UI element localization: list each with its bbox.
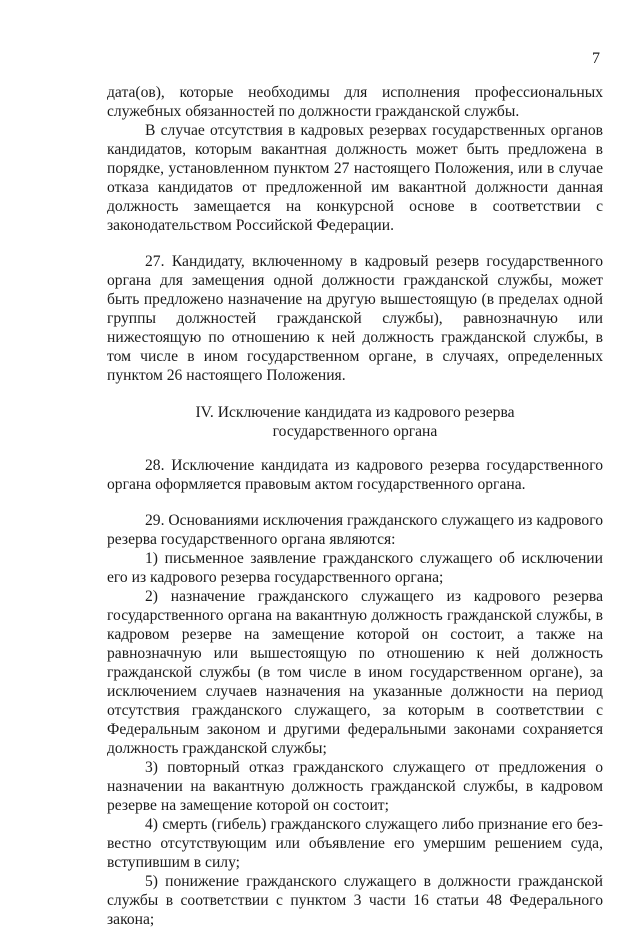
paragraph-28: 28. Исключение кандидата из кадрового резерва государственного органа оформляется правовым актом государственного органа. xyxy=(107,457,603,493)
list-item-4: 4) смерть (гибель) гражданского служащего либо признание его безвестно отсутствующим или объявление его умершим решением суда, вступившим в силу; xyxy=(107,816,603,871)
section-heading-line-2: государственного органа xyxy=(272,423,438,440)
section-heading-line-1: IV. Исключение кандидата из кадрового резерва xyxy=(195,404,515,421)
section-heading-iv xyxy=(107,403,603,441)
paragraph-continuation: дата(ов), которые необходимы для исполнения профессиональных служебных обязанностей по должности гражданской службы. xyxy=(107,84,603,120)
list-item-1: 1) письменное заявление гражданского служащего об исключении его из кадрового резерва государственного органа; xyxy=(107,550,603,586)
paragraph-29: 29. Основаниями исключения гражданского служащего из кадрового резерва государственного органа являются: xyxy=(107,512,603,548)
document-body xyxy=(107,83,603,929)
list-item-2: 2) назначение гражданского служащего из кадрового резерва государственного органа на вакантную должность гражданской службы, в кадровом резерве на замещение которой он состоит, а также на равнозначную или вышестоящую по отношению к ней должность гражданской службы (в том числе в ином государственном органе), за исключением случаев назначения на указанные должности на период отсутствия гражданского служащего, за которым в соответствии с Федеральным законом и другими федеральными законами сохраняется должность гражданской службы; xyxy=(107,588,603,757)
page-number: 7 xyxy=(592,50,600,67)
list-item-3: 3) повторный отказ гражданского служащего от предложения о назначении на вакантную должность гражданской службы, в кадровом резерве на замещение которой он состоит; xyxy=(107,759,603,814)
paragraph-27: 27. Кандидату, включенному в кадровый резерв государственного органа для замещения одной должности гражданской службы, может быть предложено назначение на другую вышестоящую (в пределах одной группы должностей гражданской службы), равнозначную или нижестоящую по отношению к ней должность гражданской службы, в том числе в ином государственном органе, в случаях, определенных пунктом 26 настоящего Положения. xyxy=(107,253,603,384)
list-item-5: 5) понижение гражданского служащего в должности гражданской службы в соответствии с пунктом 3 части 16 статьи 48 Федерального закона; xyxy=(107,873,603,928)
paragraph-vacancy-absence: В случае отсутствия в кадровых резервах государственных органов кандидатов, которым вакантная должность может быть предложена в порядке, установленном пунктом 27 настоящего Положения, или в случае отказа кандидатов от предложенной им вакантной должности данная должность замещается на конкурсной основе в соответствии с законодательством Российской Федерации. xyxy=(107,122,603,234)
